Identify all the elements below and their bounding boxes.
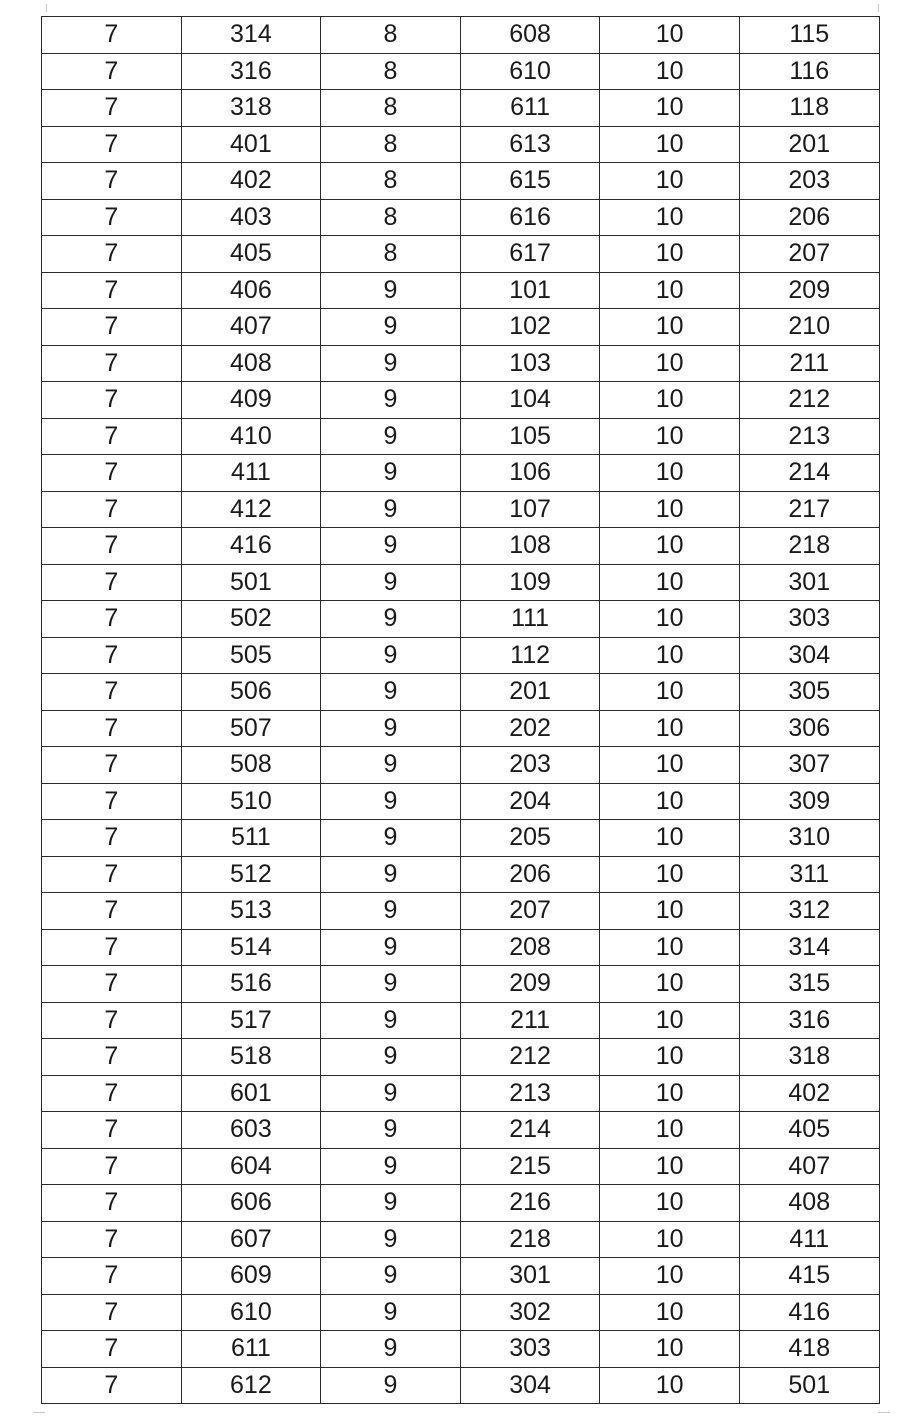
table-cell: 613 <box>460 126 600 163</box>
table-cell: 7 <box>42 966 182 1003</box>
table-cell: 9 <box>321 455 461 492</box>
table-cell: 9 <box>321 491 461 528</box>
table-row <box>42 929 880 966</box>
table-cell: 9 <box>321 1367 461 1404</box>
table-row <box>42 53 880 90</box>
table-row <box>42 236 880 273</box>
table-cell: 305 <box>739 674 879 711</box>
table-cell: 111 <box>460 601 600 638</box>
table-cell: 218 <box>739 528 879 565</box>
table-cell: 407 <box>739 1148 879 1185</box>
table-cell: 516 <box>181 966 321 1003</box>
table-cell: 7 <box>42 1002 182 1039</box>
table-cell: 9 <box>321 418 461 455</box>
table-row <box>42 1002 880 1039</box>
table-cell: 7 <box>42 382 182 419</box>
table-cell: 7 <box>42 783 182 820</box>
table-cell: 9 <box>321 601 461 638</box>
table-cell: 611 <box>181 1331 321 1368</box>
table-cell: 9 <box>321 893 461 930</box>
table-cell: 108 <box>460 528 600 565</box>
table-row <box>42 1294 880 1331</box>
table-cell: 10 <box>600 53 740 90</box>
table-cell: 10 <box>600 601 740 638</box>
table-cell: 7 <box>42 455 182 492</box>
table-cell: 7 <box>42 163 182 200</box>
table-cell: 407 <box>181 309 321 346</box>
table-cell: 7 <box>42 90 182 127</box>
table-cell: 213 <box>739 418 879 455</box>
table-cell: 508 <box>181 747 321 784</box>
table-row <box>42 856 880 893</box>
table-cell: 318 <box>739 1039 879 1076</box>
table-cell: 510 <box>181 783 321 820</box>
table-cell: 9 <box>321 1258 461 1295</box>
table-cell: 211 <box>739 345 879 382</box>
table-row <box>42 491 880 528</box>
table-cell: 204 <box>460 783 600 820</box>
table-cell: 8 <box>321 163 461 200</box>
table-cell: 201 <box>460 674 600 711</box>
table-cell: 617 <box>460 236 600 273</box>
table-cell: 10 <box>600 272 740 309</box>
table-cell: 10 <box>600 382 740 419</box>
table-cell: 312 <box>739 893 879 930</box>
table-cell: 604 <box>181 1148 321 1185</box>
table-cell: 109 <box>460 564 600 601</box>
table-row <box>42 1148 880 1185</box>
table-row <box>42 272 880 309</box>
table-cell: 107 <box>460 491 600 528</box>
table-cell: 412 <box>181 491 321 528</box>
table-cell: 9 <box>321 345 461 382</box>
table-cell: 303 <box>739 601 879 638</box>
table-cell: 10 <box>600 199 740 236</box>
page-corner-mark <box>878 4 889 12</box>
table-cell: 207 <box>739 236 879 273</box>
table-cell: 8 <box>321 236 461 273</box>
table-cell: 8 <box>321 90 461 127</box>
table-row <box>42 893 880 930</box>
table-cell: 104 <box>460 382 600 419</box>
table-cell: 9 <box>321 1075 461 1112</box>
table-cell: 203 <box>739 163 879 200</box>
table-cell: 505 <box>181 637 321 674</box>
table-cell: 7 <box>42 674 182 711</box>
table-cell: 10 <box>600 893 740 930</box>
table-cell: 10 <box>600 710 740 747</box>
table-cell: 10 <box>600 1258 740 1295</box>
table-cell: 10 <box>600 1148 740 1185</box>
table-cell: 309 <box>739 783 879 820</box>
table-cell: 202 <box>460 710 600 747</box>
table-cell: 315 <box>739 966 879 1003</box>
table-cell: 10 <box>600 856 740 893</box>
table-cell: 102 <box>460 309 600 346</box>
table-cell: 10 <box>600 1331 740 1368</box>
table-cell: 103 <box>460 345 600 382</box>
table-body <box>42 17 880 1404</box>
table-row <box>42 674 880 711</box>
table-cell: 7 <box>42 272 182 309</box>
table-cell: 411 <box>739 1221 879 1258</box>
table-cell: 7 <box>42 1367 182 1404</box>
table-cell: 10 <box>600 1221 740 1258</box>
table-cell: 8 <box>321 53 461 90</box>
table-cell: 513 <box>181 893 321 930</box>
table-cell: 612 <box>181 1367 321 1404</box>
table-cell: 9 <box>321 564 461 601</box>
table-row <box>42 564 880 601</box>
table-row <box>42 455 880 492</box>
table-cell: 8 <box>321 17 461 54</box>
table-cell: 7 <box>42 929 182 966</box>
table-cell: 10 <box>600 1002 740 1039</box>
table-row <box>42 90 880 127</box>
table-cell: 10 <box>600 1112 740 1149</box>
table-cell: 10 <box>600 528 740 565</box>
table-cell: 410 <box>181 418 321 455</box>
table-cell: 10 <box>600 309 740 346</box>
table-cell: 406 <box>181 272 321 309</box>
table-cell: 7 <box>42 747 182 784</box>
table-cell: 7 <box>42 1112 182 1149</box>
table-row <box>42 966 880 1003</box>
table-cell: 316 <box>181 53 321 90</box>
table-cell: 517 <box>181 1002 321 1039</box>
data-table <box>41 16 880 1404</box>
table-cell: 501 <box>181 564 321 601</box>
table-cell: 213 <box>460 1075 600 1112</box>
table-cell: 311 <box>739 856 879 893</box>
table-cell: 302 <box>460 1294 600 1331</box>
table-cell: 216 <box>460 1185 600 1222</box>
table-cell: 606 <box>181 1185 321 1222</box>
table-cell: 10 <box>600 418 740 455</box>
table-cell: 616 <box>460 199 600 236</box>
table-row <box>42 601 880 638</box>
table-cell: 112 <box>460 637 600 674</box>
table-row <box>42 1367 880 1404</box>
table-cell: 610 <box>460 53 600 90</box>
table-cell: 10 <box>600 455 740 492</box>
table-cell: 7 <box>42 1148 182 1185</box>
table-row <box>42 637 880 674</box>
table-cell: 7 <box>42 1258 182 1295</box>
page-corner-mark <box>33 1412 45 1419</box>
table-cell: 211 <box>460 1002 600 1039</box>
table-cell: 9 <box>321 528 461 565</box>
table-cell: 301 <box>460 1258 600 1295</box>
table-cell: 7 <box>42 17 182 54</box>
table-cell: 511 <box>181 820 321 857</box>
table-cell: 7 <box>42 820 182 857</box>
table-cell: 206 <box>460 856 600 893</box>
table-cell: 9 <box>321 1002 461 1039</box>
page-corner-mark <box>878 1412 890 1419</box>
table-cell: 408 <box>181 345 321 382</box>
table-cell: 212 <box>739 382 879 419</box>
table-cell: 7 <box>42 309 182 346</box>
table-cell: 7 <box>42 1221 182 1258</box>
table-cell: 10 <box>600 236 740 273</box>
table-cell: 9 <box>321 783 461 820</box>
table-cell: 7 <box>42 199 182 236</box>
table-cell: 10 <box>600 90 740 127</box>
table-cell: 105 <box>460 418 600 455</box>
table-cell: 205 <box>460 820 600 857</box>
table-cell: 9 <box>321 856 461 893</box>
table-row <box>42 418 880 455</box>
table-row <box>42 1185 880 1222</box>
table-row <box>42 126 880 163</box>
table-cell: 518 <box>181 1039 321 1076</box>
table-cell: 310 <box>739 820 879 857</box>
table-cell: 608 <box>460 17 600 54</box>
table-cell: 7 <box>42 528 182 565</box>
table-cell: 7 <box>42 236 182 273</box>
table-cell: 9 <box>321 1294 461 1331</box>
table-cell: 10 <box>600 126 740 163</box>
table-cell: 7 <box>42 126 182 163</box>
table-cell: 9 <box>321 710 461 747</box>
table-cell: 512 <box>181 856 321 893</box>
page-corner-mark <box>36 4 47 12</box>
table-row <box>42 199 880 236</box>
table-cell: 10 <box>600 929 740 966</box>
table-cell: 514 <box>181 929 321 966</box>
table-cell: 203 <box>460 747 600 784</box>
table-cell: 9 <box>321 1185 461 1222</box>
table-cell: 9 <box>321 309 461 346</box>
table-cell: 9 <box>321 747 461 784</box>
table-cell: 403 <box>181 199 321 236</box>
table-cell: 506 <box>181 674 321 711</box>
table-cell: 304 <box>739 637 879 674</box>
table-cell: 214 <box>460 1112 600 1149</box>
table-cell: 215 <box>460 1148 600 1185</box>
table-cell: 9 <box>321 382 461 419</box>
table-cell: 601 <box>181 1075 321 1112</box>
table-cell: 7 <box>42 491 182 528</box>
table-row <box>42 1112 880 1149</box>
table-row <box>42 345 880 382</box>
table-cell: 106 <box>460 455 600 492</box>
table-cell: 8 <box>321 199 461 236</box>
table-cell: 304 <box>460 1367 600 1404</box>
table-row <box>42 1039 880 1076</box>
table-cell: 10 <box>600 966 740 1003</box>
table-cell: 9 <box>321 1039 461 1076</box>
table-cell: 416 <box>739 1294 879 1331</box>
table-cell: 218 <box>460 1221 600 1258</box>
table-cell: 10 <box>600 1185 740 1222</box>
table-cell: 418 <box>739 1331 879 1368</box>
table-cell: 10 <box>600 1039 740 1076</box>
table-row <box>42 710 880 747</box>
table-cell: 9 <box>321 820 461 857</box>
table-cell: 10 <box>600 637 740 674</box>
table-cell: 7 <box>42 1075 182 1112</box>
table-cell: 7 <box>42 893 182 930</box>
table-cell: 7 <box>42 601 182 638</box>
table-cell: 409 <box>181 382 321 419</box>
table-row <box>42 820 880 857</box>
table-cell: 502 <box>181 601 321 638</box>
table-row <box>42 382 880 419</box>
table-row <box>42 1258 880 1295</box>
table-cell: 318 <box>181 90 321 127</box>
table-cell: 10 <box>600 163 740 200</box>
table-cell: 201 <box>739 126 879 163</box>
table-cell: 7 <box>42 1039 182 1076</box>
table-cell: 507 <box>181 710 321 747</box>
table-cell: 10 <box>600 747 740 784</box>
table-cell: 405 <box>181 236 321 273</box>
table-cell: 209 <box>739 272 879 309</box>
table-cell: 208 <box>460 929 600 966</box>
table-row <box>42 1075 880 1112</box>
table-cell: 415 <box>739 1258 879 1295</box>
table-cell: 615 <box>460 163 600 200</box>
table-cell: 603 <box>181 1112 321 1149</box>
table-cell: 207 <box>460 893 600 930</box>
table-row <box>42 1331 880 1368</box>
table-cell: 301 <box>739 564 879 601</box>
table-cell: 316 <box>739 1002 879 1039</box>
table-cell: 501 <box>739 1367 879 1404</box>
table-cell: 7 <box>42 1294 182 1331</box>
table-cell: 611 <box>460 90 600 127</box>
table-row <box>42 309 880 346</box>
table-cell: 210 <box>739 309 879 346</box>
table-cell: 7 <box>42 637 182 674</box>
table-cell: 7 <box>42 345 182 382</box>
table-cell: 9 <box>321 966 461 1003</box>
table-cell: 7 <box>42 710 182 747</box>
table-row <box>42 1221 880 1258</box>
table-cell: 10 <box>600 783 740 820</box>
table-cell: 10 <box>600 1075 740 1112</box>
table-cell: 9 <box>321 637 461 674</box>
table-cell: 9 <box>321 1148 461 1185</box>
table-cell: 303 <box>460 1331 600 1368</box>
table-cell: 10 <box>600 491 740 528</box>
table-cell: 9 <box>321 929 461 966</box>
table-cell: 7 <box>42 53 182 90</box>
table-cell: 116 <box>739 53 879 90</box>
table-row <box>42 528 880 565</box>
table-cell: 306 <box>739 710 879 747</box>
table-cell: 8 <box>321 126 461 163</box>
table-cell: 118 <box>739 90 879 127</box>
table-cell: 416 <box>181 528 321 565</box>
table-cell: 9 <box>321 1112 461 1149</box>
table-cell: 7 <box>42 1185 182 1222</box>
table-cell: 7 <box>42 418 182 455</box>
table-cell: 402 <box>181 163 321 200</box>
table-cell: 610 <box>181 1294 321 1331</box>
table-cell: 10 <box>600 17 740 54</box>
table-cell: 7 <box>42 1331 182 1368</box>
table-cell: 9 <box>321 674 461 711</box>
table-cell: 206 <box>739 199 879 236</box>
table-cell: 314 <box>739 929 879 966</box>
table-cell: 408 <box>739 1185 879 1222</box>
table-cell: 7 <box>42 564 182 601</box>
table-cell: 217 <box>739 491 879 528</box>
table-cell: 10 <box>600 1294 740 1331</box>
table-cell: 10 <box>600 345 740 382</box>
table-row <box>42 17 880 54</box>
table-cell: 9 <box>321 1331 461 1368</box>
table-cell: 402 <box>739 1075 879 1112</box>
table-row <box>42 747 880 784</box>
table-cell: 10 <box>600 564 740 601</box>
table-cell: 607 <box>181 1221 321 1258</box>
table-cell: 214 <box>739 455 879 492</box>
table-cell: 115 <box>739 17 879 54</box>
table-cell: 10 <box>600 820 740 857</box>
table-cell: 411 <box>181 455 321 492</box>
table-cell: 7 <box>42 856 182 893</box>
table-cell: 10 <box>600 674 740 711</box>
table-row <box>42 163 880 200</box>
table-cell: 209 <box>460 966 600 1003</box>
table-cell: 401 <box>181 126 321 163</box>
table-cell: 314 <box>181 17 321 54</box>
table-cell: 10 <box>600 1367 740 1404</box>
table-cell: 101 <box>460 272 600 309</box>
table-cell: 609 <box>181 1258 321 1295</box>
table-cell: 212 <box>460 1039 600 1076</box>
table-cell: 405 <box>739 1112 879 1149</box>
table-cell: 9 <box>321 272 461 309</box>
table-cell: 307 <box>739 747 879 784</box>
table-cell: 9 <box>321 1221 461 1258</box>
table-row <box>42 783 880 820</box>
